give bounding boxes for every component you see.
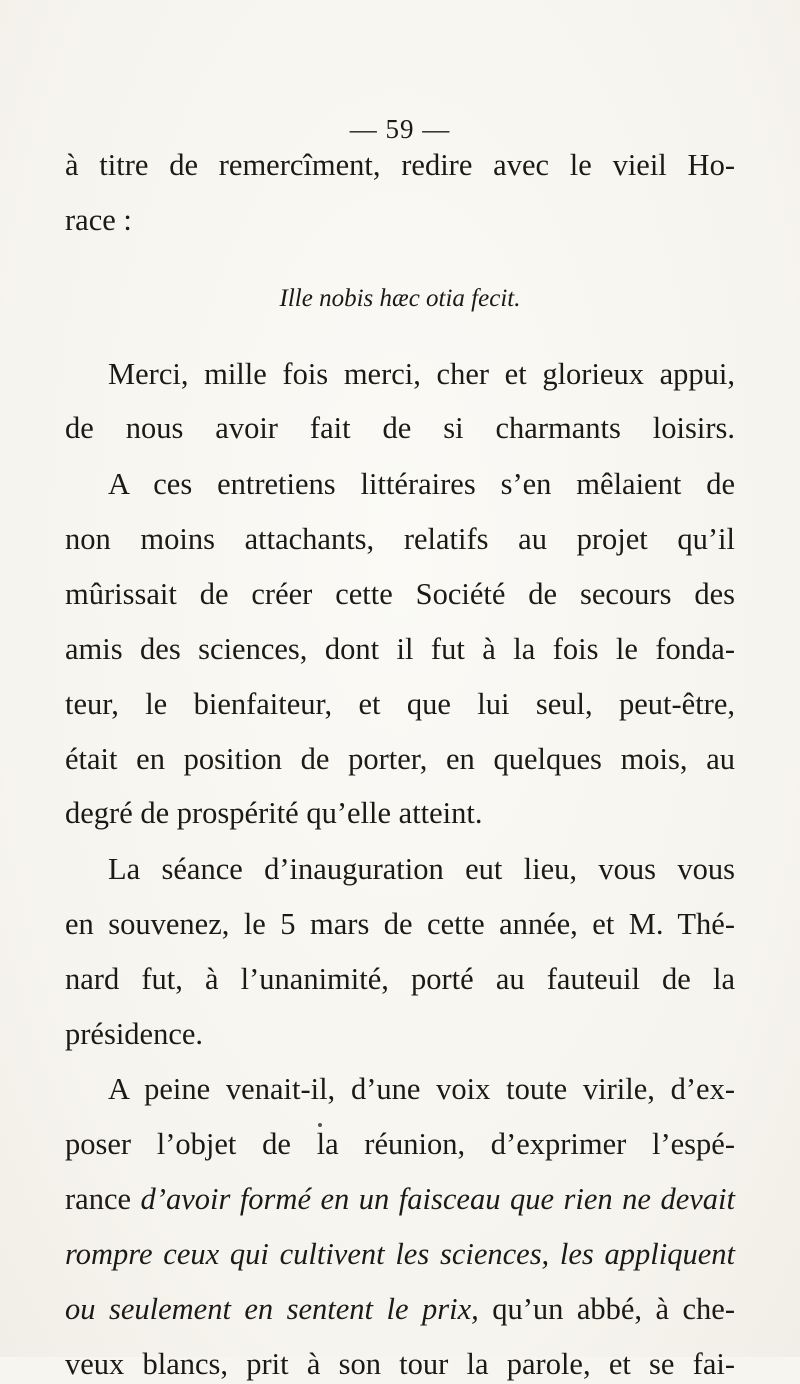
text-line: La séance d’inauguration eut lieu, vous vous (108, 852, 735, 886)
text-line: A ces entretiens littéraires s’en mêlaient de (108, 467, 735, 501)
text-line: était en position de porter, en quelques mois, au (65, 742, 735, 776)
ink-dot (318, 1123, 322, 1127)
text-line: race : (65, 203, 132, 237)
text-line (65, 1234, 735, 1274)
text-line: nard fut, à l’unanimité, porté au fauteuil de la (65, 962, 735, 996)
latin-quotation: Ille nobis hæc otia fecit. (279, 285, 521, 312)
text-line: A peine venait-il, d’une voix toute virile, d’ex- (108, 1072, 735, 1106)
text-line: poser l’objet de la réunion, d’exprimer l’espé- (65, 1127, 735, 1161)
page-number: — 59 — (349, 114, 451, 144)
text-line: teur, le bienfaiteur, et que lui seul, peut-être, (65, 687, 735, 721)
text-italic: d’avoir formé en un faisceau que rien ne devait (140, 1182, 735, 1216)
text-line: amis des sciences, dont il fut à la fois le fonda- (65, 632, 735, 666)
text-line: non moins attachants, relatifs au projet qu’il (65, 522, 735, 556)
text-roman: qu’un abbé, à che- (478, 1292, 735, 1326)
text-line: de nous avoir fait de si charmants loisirs. (65, 411, 735, 445)
text-line: en souvenez, le 5 mars de cette année, et M. Thé- (65, 907, 735, 941)
text-line: mûrissait de créer cette Société de secours des (65, 577, 735, 611)
text-line: présidence. (65, 1017, 204, 1051)
text-line: Merci, mille fois merci, cher et glorieux appui, (108, 357, 735, 391)
text-italic: rompre ceux qui cultivent les sciences, les appliquent (65, 1237, 735, 1271)
text-line (65, 1179, 735, 1219)
text-line (65, 1289, 735, 1329)
text-line: veux blancs, prit à son tour la parole, et se fai- (65, 1347, 735, 1381)
text-line: degré de prospérité qu’elle atteint. (65, 796, 483, 830)
text-line: à titre de remercîment, redire avec le vieil Ho- (65, 148, 735, 182)
text-italic: ou seulement en sentent le prix, (65, 1292, 479, 1326)
text-roman: rance (65, 1182, 141, 1216)
